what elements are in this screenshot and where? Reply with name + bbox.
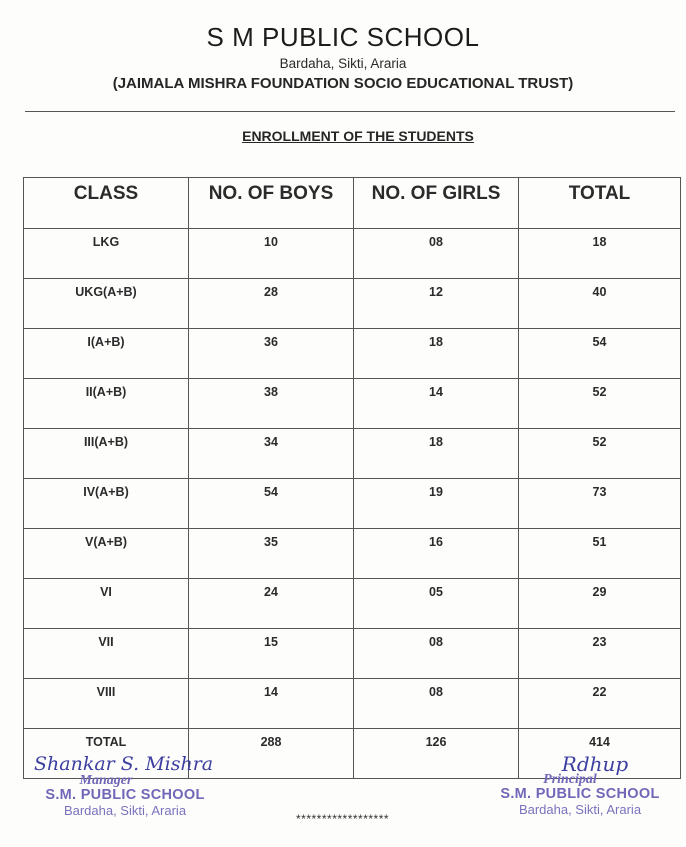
cell-class: VI (24, 579, 189, 629)
cell-class: TOTAL (24, 729, 189, 779)
enrollment-table (23, 177, 681, 779)
cell-class: III(A+B) (24, 429, 189, 479)
table-row (24, 529, 681, 579)
manager-signature: Shankar S. Mishra (34, 753, 214, 775)
table-row (24, 229, 681, 279)
cell-girls: 12 (354, 279, 519, 329)
cell-boys: 54 (189, 479, 354, 529)
cell-boys: 38 (189, 379, 354, 429)
cell-boys: 35 (189, 529, 354, 579)
cell-boys: 36 (189, 329, 354, 379)
table-row (24, 279, 681, 329)
cell-boys: 28 (189, 279, 354, 329)
cell-boys: 15 (189, 629, 354, 679)
cell-class: VIII (24, 679, 189, 729)
cell-class: UKG(A+B) (24, 279, 189, 329)
cell-class: V(A+B) (24, 529, 189, 579)
cell-girls: 05 (354, 579, 519, 629)
manager-role: Manager (79, 773, 133, 788)
cell-class: II(A+B) (24, 379, 189, 429)
cell-girls: 14 (354, 379, 519, 429)
cell-total: 52 (519, 429, 681, 479)
table-row (24, 679, 681, 729)
cell-girls: 16 (354, 529, 519, 579)
cell-class: I(A+B) (24, 329, 189, 379)
column-header-total: TOTAL (519, 178, 681, 229)
column-header-girls: NO. OF GIRLS (354, 178, 519, 229)
cell-class: VII (24, 629, 189, 679)
table-row (24, 629, 681, 679)
cell-total: 414 (519, 729, 681, 779)
manager-signature-block (30, 753, 220, 818)
table-row (24, 329, 681, 379)
cell-total: 54 (519, 329, 681, 379)
cell-total: 29 (519, 579, 681, 629)
cell-girls: 126 (354, 729, 519, 779)
cell-girls: 18 (354, 329, 519, 379)
cell-boys: 24 (189, 579, 354, 629)
school-name: S M PUBLIC SCHOOL (206, 22, 480, 52)
cell-total: 18 (519, 229, 681, 279)
principal-role: Principal (543, 772, 597, 787)
school-address: Bardaha, Sikti, Araria (279, 56, 407, 71)
cell-girls: 08 (354, 679, 519, 729)
document-title: ENROLLMENT OF THE STUDENTS (242, 128, 474, 144)
cell-girls: 19 (354, 479, 519, 529)
principal-signature: Rdhup (561, 752, 629, 776)
cell-total: 51 (519, 529, 681, 579)
cell-total: 73 (519, 479, 681, 529)
cell-total: 52 (519, 379, 681, 429)
cell-girls: 08 (354, 229, 519, 279)
cell-class: IV(A+B) (24, 479, 189, 529)
footer-separator: ****************** (296, 812, 390, 826)
cell-total: 22 (519, 679, 681, 729)
manager-place: Bardaha, Sikti, Araria (63, 803, 187, 818)
cell-boys: 14 (189, 679, 354, 729)
principal-school-stamp: S.M. PUBLIC SCHOOL (500, 786, 660, 802)
table-row (24, 579, 681, 629)
cell-boys: 34 (189, 429, 354, 479)
principal-place: Bardaha, Sikti, Araria (518, 802, 642, 817)
cell-boys: 288 (189, 729, 354, 779)
table-row (24, 429, 681, 479)
column-header-class: CLASS (24, 178, 189, 229)
cell-girls: 08 (354, 629, 519, 679)
table-row (24, 379, 681, 429)
cell-girls: 18 (354, 429, 519, 479)
table-header-row (24, 178, 681, 229)
trust-name: (JAIMALA MISHRA FOUNDATION SOCIO EDUCATIONAL TRUST) (112, 75, 574, 92)
column-header-boys: NO. OF BOYS (189, 178, 354, 229)
header-divider (25, 111, 675, 112)
cell-total: 40 (519, 279, 681, 329)
cell-total: 23 (519, 629, 681, 679)
cell-boys: 10 (189, 229, 354, 279)
table-row (24, 479, 681, 529)
principal-signature-block (490, 752, 670, 817)
cell-class: LKG (24, 229, 189, 279)
manager-school-stamp: S.M. PUBLIC SCHOOL (45, 787, 205, 803)
